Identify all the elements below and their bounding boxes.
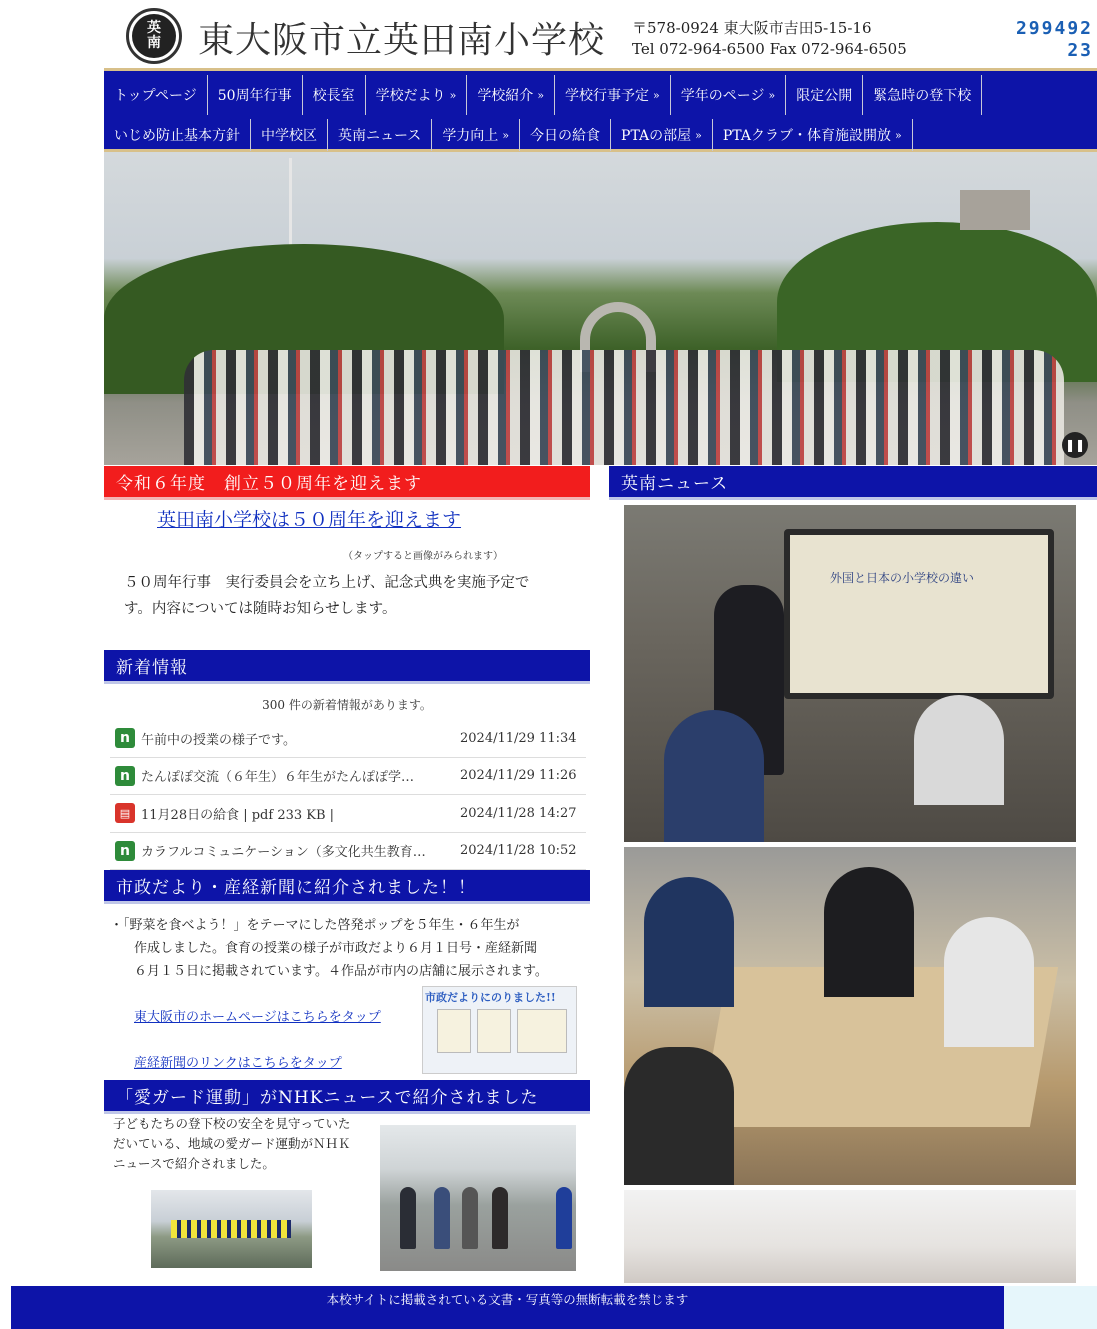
news-count: 300 件の新着情報があります。 bbox=[262, 698, 432, 712]
news-item-date: 2024/11/29 11:26 bbox=[460, 768, 577, 784]
poster-image bbox=[477, 1009, 511, 1053]
person-figure bbox=[400, 1187, 416, 1249]
building-decoration bbox=[960, 190, 1030, 230]
main-nav bbox=[104, 68, 1097, 152]
visitor-counter bbox=[1016, 18, 1093, 62]
anniversary-note: （タップすると画像がみられます） bbox=[343, 551, 503, 562]
nhk-street-photo[interactable] bbox=[380, 1125, 576, 1271]
city-homepage-link[interactable]: 東大阪市のホームページはこちらをタップ bbox=[134, 1010, 381, 1025]
nav-item-principal[interactable]: 校長室 bbox=[303, 75, 366, 115]
classroom-screen bbox=[784, 529, 1054, 699]
person-figure bbox=[434, 1187, 450, 1249]
phone-fax-text: Tel 072-964-6500 Fax 072-964-6505 bbox=[632, 40, 907, 58]
city-text bbox=[110, 914, 580, 983]
nav-row-2 bbox=[104, 119, 913, 151]
news-photo-classroom-1[interactable] bbox=[624, 505, 1076, 842]
anniversary-heading: 令和６年度 創立５０周年を迎えます bbox=[104, 466, 590, 500]
news-n-icon: n bbox=[115, 728, 135, 748]
news-n-icon: n bbox=[115, 841, 135, 861]
news-item-title[interactable]: 午前中の授業の様子です。 bbox=[141, 732, 296, 748]
footer-edge-decoration bbox=[1004, 1286, 1097, 1329]
group-row-decoration bbox=[171, 1220, 291, 1238]
chevron-double-right-icon: » bbox=[768, 88, 776, 102]
person-figure bbox=[556, 1187, 572, 1249]
counter-today: 23 bbox=[1067, 40, 1093, 61]
address-text: 〒578-0924 東大阪市吉田5-15-16 bbox=[632, 19, 872, 37]
city-text-line-1: ・「野菜を食べよう！」をテーマにした啓発ポップを５年生・６年生が bbox=[110, 918, 520, 933]
news-item-title[interactable]: たんぽぽ交流（６年生）６年生がたんぽぽ学… bbox=[141, 770, 415, 786]
student-figure bbox=[914, 695, 1004, 805]
nav-item-limited[interactable]: 限定公開 bbox=[786, 75, 863, 115]
chevron-double-right-icon: » bbox=[537, 88, 545, 102]
news-item[interactable] bbox=[110, 720, 586, 758]
nav-item-grade-pages[interactable]: 学年のページ » bbox=[671, 75, 786, 115]
contact-info bbox=[632, 18, 907, 60]
nav-item-top[interactable]: トップページ bbox=[104, 75, 208, 115]
city-text-line-3: ６月１５日に掲載されています。４作品が市内の店舗に展示されます。 bbox=[134, 964, 548, 979]
pdf-file-icon: ▤ bbox=[115, 803, 135, 823]
student-figure bbox=[644, 877, 734, 1007]
counter-total: 299492 bbox=[1015, 18, 1093, 39]
sankei-link[interactable]: 産経新聞のリンクはこちらをタップ bbox=[134, 1056, 342, 1071]
eiminami-news-heading: 英南ニュース bbox=[609, 466, 1097, 500]
nhk-group-photo[interactable] bbox=[151, 1190, 312, 1268]
nav-item-schedule[interactable]: 学校行事予定 » bbox=[555, 75, 671, 115]
group-photo-students bbox=[184, 350, 1064, 465]
nav-item-junior-high-district[interactable]: 中学校区 bbox=[251, 119, 328, 151]
student-figure bbox=[664, 710, 764, 842]
news-item[interactable] bbox=[110, 758, 586, 796]
news-list bbox=[110, 720, 586, 870]
poster-image bbox=[517, 1009, 567, 1053]
news-item[interactable] bbox=[110, 833, 586, 871]
school-logo[interactable] bbox=[126, 8, 182, 64]
nav-item-school-intro[interactable]: 学校紹介 » bbox=[467, 75, 555, 115]
nhk-text: 子どもたちの登下校の安全を見守っていただいている、地域の愛ガード運動がＮＨＫニュースで紹介されました。 bbox=[113, 1116, 351, 1171]
anniversary-text: ５０周年行事 実行委員会を立ち上げ、記念式典を実施予定です。内容については随時お知らせします。 bbox=[124, 575, 530, 617]
nav-item-academic[interactable]: 学力向上 » bbox=[432, 119, 520, 151]
chevron-double-right-icon: » bbox=[653, 88, 660, 102]
site-header bbox=[0, 0, 1097, 68]
hero-slideshow[interactable] bbox=[104, 152, 1097, 465]
news-item-date: 2024/11/28 14:27 bbox=[460, 805, 577, 821]
pause-icon[interactable]: ❚❚ bbox=[1062, 432, 1088, 458]
nhk-heading: 「愛ガード運動」がNHKニュースで紹介されました bbox=[104, 1080, 590, 1114]
news-photo-classroom-3[interactable] bbox=[624, 1190, 1076, 1283]
logo-char-2: 南 bbox=[147, 35, 161, 51]
city-heading: 市政だより・産経新聞に紹介されました！！ bbox=[104, 870, 590, 904]
news-n-icon: n bbox=[115, 766, 135, 786]
city-newsletter-thumbnail[interactable] bbox=[422, 986, 577, 1074]
person-figure bbox=[462, 1187, 478, 1249]
student-figure bbox=[624, 1047, 734, 1185]
nav-item-emergency[interactable]: 緊急時の登下校 bbox=[863, 75, 982, 115]
nav-item-pta-club[interactable]: PTAクラブ・体育施設開放 » bbox=[713, 119, 913, 151]
nav-item-anti-bullying[interactable]: いじめ防止基本方針 bbox=[104, 119, 251, 151]
school-name[interactable]: 東大阪市立英田南小学校 bbox=[198, 20, 606, 61]
logo-char-1: 英 bbox=[147, 20, 161, 36]
chevron-double-right-icon: » bbox=[895, 128, 902, 142]
nav-item-newsletter[interactable]: 学校だより » bbox=[366, 75, 468, 115]
nav-item-50th-events[interactable]: 50周年行事 bbox=[208, 75, 303, 115]
nav-item-eiminami-news[interactable]: 英南ニュース bbox=[328, 119, 432, 151]
anniversary-link[interactable]: 英田南小学校は５０周年を迎えます bbox=[157, 509, 462, 531]
student-figure bbox=[944, 917, 1034, 1047]
news-item-date: 2024/11/28 10:52 bbox=[460, 843, 577, 859]
chevron-double-right-icon: » bbox=[695, 128, 702, 142]
news-item-title[interactable]: 11月28日の給食 | pdf 233 KB | bbox=[141, 807, 335, 823]
nav-item-pta[interactable]: PTAの部屋 » bbox=[611, 119, 713, 151]
nav-row-1 bbox=[104, 75, 982, 115]
chevron-double-right-icon: » bbox=[502, 128, 510, 142]
news-heading: 新着情報 bbox=[104, 650, 590, 684]
news-item-title[interactable]: カラフルコミュニケーション（多文化共生教育… bbox=[141, 845, 426, 861]
slide-title: 外国と日本の小学校の違い bbox=[830, 571, 975, 585]
poster-image bbox=[437, 1009, 471, 1053]
copyright-notice: 本校サイトに掲載されている文書・写真等の無断転載を禁じます bbox=[326, 1292, 689, 1307]
chevron-double-right-icon: » bbox=[449, 88, 457, 102]
person-figure bbox=[492, 1187, 508, 1249]
nav-item-lunch[interactable]: 今日の給食 bbox=[520, 119, 611, 151]
city-text-line-2: 作成しました。食育の授業の様子が市政だより６月１日号・産経新聞 bbox=[134, 941, 538, 956]
site-footer bbox=[11, 1286, 1004, 1329]
news-photo-classroom-2[interactable] bbox=[624, 847, 1076, 1185]
student-figure bbox=[824, 867, 914, 997]
news-item-date: 2024/11/29 11:34 bbox=[460, 730, 577, 746]
thumbnail-caption: 市政だよりにのりました!! bbox=[425, 991, 556, 1004]
news-item[interactable] bbox=[110, 795, 586, 833]
